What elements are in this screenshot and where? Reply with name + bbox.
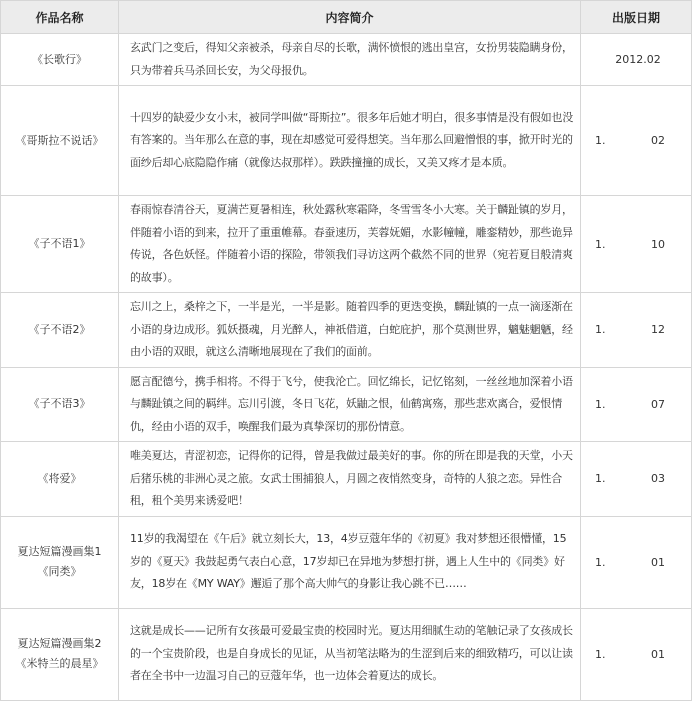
work-description: 这就是成长——记所有女孩最可爱最宝贵的校园时光。夏达用细腻生动的笔触记录了女孩成长的一个宝贵阶段，也是自身成长的见证，从当初笔法略为的生涩到后来的细致精巧，可以让读者在全书中一边温习自己的豆蔻年华，也一边体会着夏达的成长。 [119,608,581,700]
table-row [1,442,692,517]
publish-date-prefix: 1. [595,237,606,251]
header-content: 内容简介 [119,1,581,34]
publish-date-prefix: 1. [595,397,606,411]
publish-date [581,293,692,368]
publish-date [581,442,692,517]
work-title [1,367,119,442]
work-description: 愿言配德兮，携手相将。不得于飞兮，使我沦亡。回忆绵长，记忆铭刻，一丝丝地加深着小语与麟趾镇之间的羁绊。忘川引渡，冬日飞花，妖鼬之恨，仙鹤寓殇，那些悲欢离合，爱恨情仇，经由小语的双手，唤醒我们最为真挚深切的那份情意。 [119,367,581,442]
work-title [1,293,119,368]
publish-date-prefix: 1. [595,134,606,147]
work-title-line: 《将爱》 [37,471,82,485]
table-row [1,516,692,608]
work-title [1,608,119,700]
work-title-line: 《同类》 [37,565,82,578]
publish-date-month: 03 [651,472,665,486]
publish-date-month: 12 [651,323,665,337]
publish-date-month: 10 [651,237,665,251]
publish-date-prefix: 1. [595,472,606,486]
header-row [1,1,692,34]
work-title [1,516,119,608]
publish-date [581,34,692,86]
work-title [1,196,119,293]
work-title-line: 夏达短篇漫画集2 [17,637,102,650]
table-row [1,367,692,442]
publish-date [581,608,692,700]
work-description: 春雨惊春清谷天，夏满芒夏暑相连，秋处露秋寒霜降，冬雪雪冬小大寒。关于麟趾镇的岁月，伴随着小语的到来，拉开了重重帷幕。春蚕速历，芙蓉妩媚，水影幢幢，雕銮精妙，那些诡异传说，各色妖怪。伴随着小语的探险，带领我们寻访这两个截然不同的世界（宛若夏目般清爽的故事）。 [119,196,581,293]
work-title-line: 《哥斯拉不说话》 [15,133,104,147]
table-row [1,608,692,700]
table-row [1,86,692,196]
work-title-line: 《米特兰的晨星》 [15,657,104,670]
work-description: 11岁的我渴望在《午后》就立刻长大，13，4岁豆蔻年华的《初夏》我对梦想还很懵懂，15岁的《夏天》我鼓起勇气表白心意，17岁却已在异地为梦想打拼，遇上人生中的《同类》好友，18岁在《MY WAY》邂逅了那个高大帅气的身影让我心跳不已…… [119,516,581,608]
header-title: 作品名称 [1,1,119,34]
table-body [1,34,692,701]
table-row [1,293,692,368]
work-description: 忘川之上，桑梓之下，一半是光，一半是影。随着四季的更迭变换，麟趾镇的一点一滴逐渐在小语的身边成形。狐妖摄魂，月光醉人，神祇借道，白蛇庇护，那个莫测世界，魑魅魍魉，经由小语的双眼，就这么清晰地展现在了我们的面前。 [119,293,581,368]
table-row [1,196,692,293]
work-description: 玄武门之变后，得知父亲被杀，母亲自尽的长歌，满怀愤恨的逃出皇宫，女扮男装隐瞒身份，只为带着兵马杀回长安，为父母报仇。 [119,34,581,86]
publish-date-month: 01 [651,555,665,569]
publish-date [581,196,692,293]
table-row [1,34,692,86]
publish-date-prefix: 1. [595,647,606,661]
work-description: 十四岁的缺爱少女小末，被同学叫做“哥斯拉”。很多年后她才明白，很多事情是没有假如也没有答案的。当年那么在意的事，现在却感觉可爱得想笑。当年那么回避憎恨的事，掀开时光的面纱后却心底隐隐作痛（就像达叔那样）。跌跌撞撞的成长，又美又疼才是本质。 [119,86,581,196]
header-date: 出版日期 [581,1,692,34]
work-title-line: 《子不语1》 [28,237,91,250]
work-title-line: 《长歌行》 [32,52,87,66]
publish-date-month: 07 [651,397,665,411]
work-title [1,86,119,196]
work-title-line: 《子不语2》 [28,322,91,336]
publish-date-prefix: 1. [595,555,606,569]
work-title-line: 夏达短篇漫画集1 [17,545,102,558]
work-title [1,34,119,86]
publish-date [581,367,692,442]
work-title [1,442,119,517]
publish-date [581,86,692,196]
work-title-line: 《子不语3》 [28,397,91,411]
publish-date-prefix: 1. [595,323,606,337]
publish-date-value: 2012.02 [615,53,661,66]
publish-date [581,516,692,608]
publish-date-month: 02 [651,134,665,147]
publish-date-month: 01 [651,647,665,661]
work-description: 唯美夏达，青涩初恋，记得你的记得，曾是我做过最美好的事。你的所在即是我的天堂，小天后猪乐桃的非洲心灵之旅。女武士围捕狼人，月圆之夜悄然变身，奇特的人狼之恋。异性合租，租个美男来诱爱吧！ [119,442,581,517]
